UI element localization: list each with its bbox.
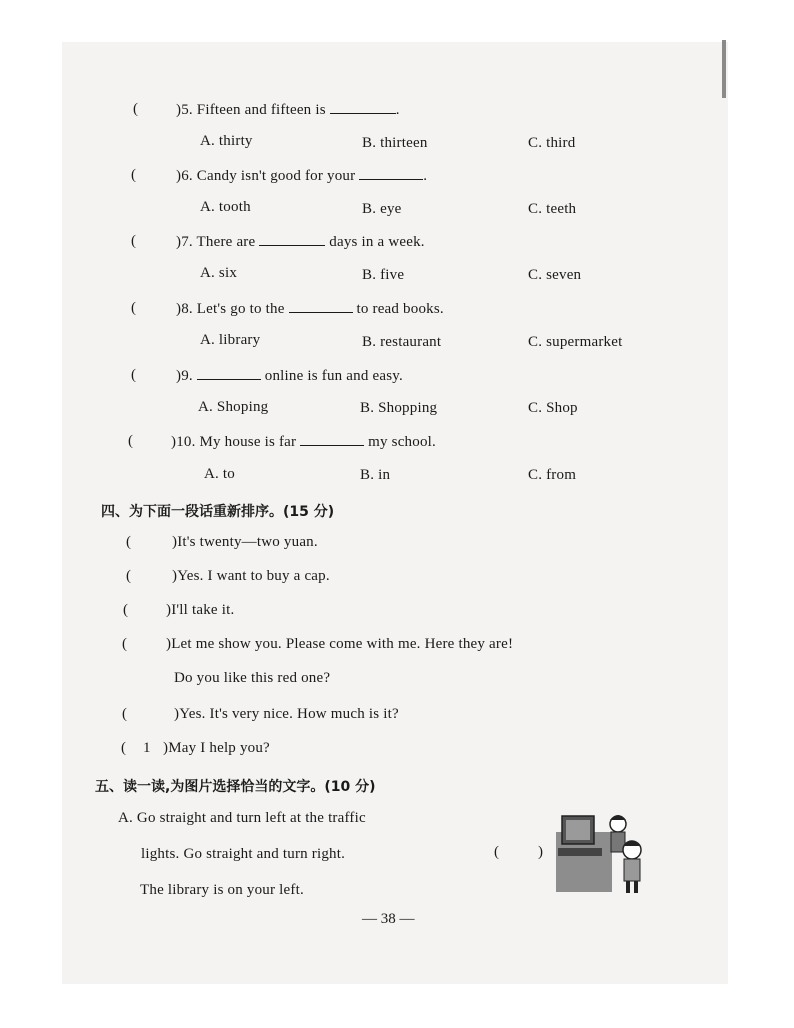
option-5a: A. thirty [200, 133, 253, 149]
option-10b: B. in [360, 467, 391, 483]
order-paren-3: ( [123, 602, 129, 618]
question-7: )7. There are days in a week. [176, 234, 425, 250]
page-number: — 38 — [362, 911, 415, 927]
option-8b: B. restaurant [362, 334, 442, 350]
order-paren-4: ( [122, 636, 128, 652]
option-8c: C. supermarket [528, 334, 623, 350]
child-hair-1 [610, 815, 626, 820]
option-9b: B. Shopping [360, 400, 438, 416]
child-body-2 [624, 859, 640, 881]
order-line-2: )Yes. I want to buy a cap. [172, 568, 330, 584]
option-7c: C. seven [528, 267, 582, 283]
child-leg-left [626, 881, 630, 893]
order-paren-5: ( [122, 706, 128, 722]
kids-computer-illustration [556, 810, 646, 896]
option-6c: C. teeth [528, 201, 577, 217]
page-edge-mark [722, 40, 726, 98]
answer-paren-9: ( [131, 367, 137, 383]
order-line-3: )I'll take it. [166, 602, 235, 618]
section-5-title: 五、读一读,为图片选择恰当的文字。(10 分) [95, 779, 376, 795]
order-paren-1: ( [126, 534, 132, 550]
keyboard [558, 848, 602, 856]
picture-answer-paren-close: ) [538, 844, 544, 860]
option-7a: A. six [200, 265, 238, 281]
answer-paren-5: ( [133, 101, 139, 117]
order-line-5: )Yes. It's very nice. How much is it? [174, 706, 399, 722]
order-line-4: )Let me show you. Please come with me. Here they are! [166, 636, 514, 652]
child-hair-2 [623, 841, 641, 846]
order-paren-6: ( [121, 740, 127, 756]
passage-a-line-1: A. Go straight and turn left at the traffic [118, 810, 366, 826]
option-6a: A. tooth [200, 199, 251, 215]
option-9a: A. Shoping [198, 399, 269, 415]
answer-paren-7: ( [131, 233, 137, 249]
child-leg-right [634, 881, 638, 893]
picture-answer-paren-open: ( [494, 844, 500, 860]
section-4-title: 四、为下面一段话重新排序。(15 分) [101, 504, 335, 520]
option-9c: C. Shop [528, 400, 578, 416]
question-6: )6. Candy isn't good for your . [176, 168, 428, 184]
answer-paren-6: ( [131, 167, 137, 183]
order-paren-2: ( [126, 568, 132, 584]
order-line-1: )It's twenty—two yuan. [172, 534, 318, 550]
option-6b: B. eye [362, 201, 402, 217]
monitor-screen [566, 820, 590, 840]
option-10c: C. from [528, 467, 577, 483]
answer-paren-8: ( [131, 300, 137, 316]
passage-a-line-3: The library is on your left. [140, 882, 304, 898]
order-answer-1: 1 [143, 740, 151, 756]
question-8: )8. Let's go to the to read books. [176, 301, 444, 317]
option-5c: C. third [528, 135, 576, 151]
question-5: )5. Fifteen and fifteen is . [176, 102, 400, 118]
option-10a: A. to [204, 466, 235, 482]
passage-a-line-2: lights. Go straight and turn right. [141, 846, 346, 862]
order-line-4-cont: Do you like this red one? [174, 670, 331, 686]
option-7b: B. five [362, 267, 405, 283]
question-9: )9. online is fun and easy. [176, 368, 403, 384]
option-8a: A. library [200, 332, 261, 348]
answer-paren-10: ( [128, 433, 134, 449]
option-5b: B. thirteen [362, 135, 428, 151]
order-line-6: )May I help you? [163, 740, 270, 756]
question-10: )10. My house is far my school. [171, 434, 436, 450]
